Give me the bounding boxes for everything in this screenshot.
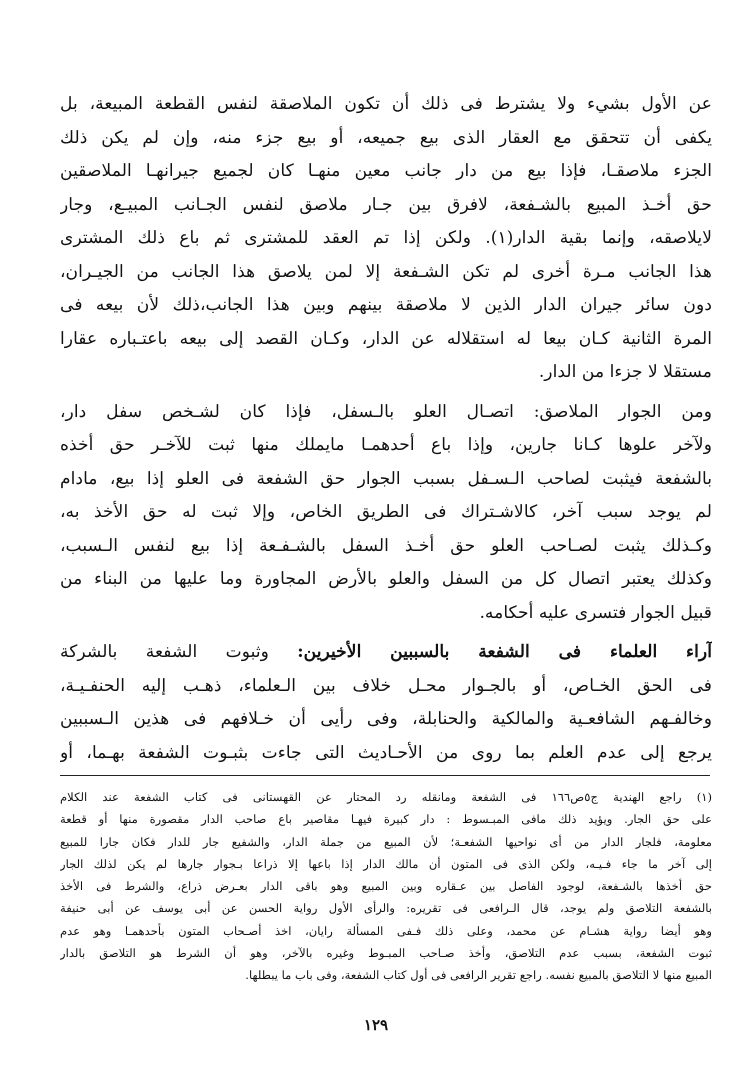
footnote-line: المبيع منها لا التلاصق بالمبيع نفسه. راجع تقرير الرافعى فى أول كتاب الشفعة، وفى باب ما يبطلها.	[245, 968, 712, 983]
section-heading: آراء العلماء فى الشفعة بالسببين الأخيرين:	[297, 642, 712, 662]
footnote-line: حق أخذها بالشـفعة، لوجود الفاصل بين عـقاره وبين المبيع وهو باقى الدار بعـرض ذراع، والشرط فى الأخذ	[60, 879, 712, 894]
text-line: يرجع إلى عدم العلم بما روى من الأحـاديث التى جاءت بثبـوت الشفعة بهـما، أو	[60, 742, 712, 763]
text-line: لايلاصقه، وإنما بقية الدار(١). ولكن إذا تم العقد للمشترى ثم باع ذلك المشترى	[60, 228, 712, 248]
footnote-line: ثبوت الشفعة، بسبب عدم التلاصق، وأخذ صـاحب المبـوط وغيره بالآخر، وهو أن الشرط هو التلاصق بالدار	[60, 946, 712, 961]
text-line: بالشفعة فيثبت لصاحب الـسـفل بسبب الجوار حق الشفعة فى العلو إذا بيع، مادام	[60, 468, 712, 489]
text-line: قبيل الجوار فتسرى عليه أحكامه.	[479, 602, 712, 623]
page-number: ١٢٩	[363, 1016, 389, 1034]
footnote-line: معلومة، فلجار الدار من أى نواحيها الشفعـة؛ لأن المبيع من جملة الدار، والشفيع جار للدار فكان جارا للمبيع	[60, 834, 712, 849]
text-line: مستقلا لا جزءا من الدار.	[538, 362, 712, 382]
text-line: يكفى أن تتحقق مع العقار الذى بيع جميعه، أو بيع جزء منه، وإن لم يكن ذلك	[60, 127, 712, 148]
footnote-line: إلى آخر ما جاء فـيـه، ولكن الذى فى المتون أن مالك الدار إذا باعها إلا ذراعا بـجوار جارها لم يكن لذلك الجار	[60, 856, 712, 871]
text-line: هذا الجانب مـرة أخرى لم تكن الشـفعة إلا لمن يلاصق هذا الجانب من الجيـران،	[60, 261, 712, 282]
text-line: ومن الجوار الملاصق: اتصـال العلو بالـسفل، فإذا كان لشـخص سفل دار،	[60, 401, 712, 422]
text-line: ولآخر علوها كـانا جارين، وإذا باع أحدهمـا مايملك منها ثبت للآخـر حق أخذه	[60, 435, 712, 455]
footnote-line: على حق الجار. ويؤيد ذلك مافى المبـسوط : دار كبيرة فيهـا مقاصير باع صاحب الدار مقصورة منها أو قطعة	[60, 812, 712, 827]
text-line: دون سائر جيران الدار الذين لا ملاصقة بينهم وبين هذا الجانب،ذلك لأن بيعه فى	[60, 295, 712, 315]
footnote-line: (١) راجع الهندية ج٥ص١٦٦ فى الشفعة ومانقله رد المحتار عن القهستانى فى كتاب الشفعة عند الكلام	[60, 790, 712, 804]
text-line: وكذلك يعتبر اتصال كل من السفل والعلو بالأرض المجاورة وما عليها من البناء من	[60, 569, 712, 589]
text-line: لم يوجد سبب آخر، كالاشـتراك فى الطريق الخاص، وإلا ثبت له حق الأخذ به،	[60, 502, 712, 522]
main-text	[60, 88, 712, 770]
paragraph	[60, 396, 712, 631]
text-line: وكـذلك يثبت لصـاحب العلو حق أخـذ السفل بالشـفـعة إذا بيع لنفس الـسبب،	[60, 535, 712, 556]
text-line: حق أخـذ المبيع بالشـفعة، لافرق بين جـار ملاصق لنفس الجـانب المبيـع، وجار	[60, 194, 712, 215]
text-line: المرة الثانية كـان بيعا له استقلاله عن الدار، وكـان القصد إلى بيعه باعتـباره عقارا	[60, 328, 712, 349]
text-line: عن الأول بشيء ولا يشترط فى ذلك أن تكون الملاصقة لنفس القطعة المبيعة، بل	[60, 94, 712, 114]
text-line: فى الحق الخـاص، أو بالجـوار محـل خلاف بين الـعلماء، ذهـب إليه الحنفـيـة،	[60, 675, 712, 696]
text-line	[60, 636, 712, 670]
text-line: الجزء ملاصقـا، فإذا بيع من دار جانب معين منهـا كان لجميع جيرانهـا الملاصقين	[60, 161, 712, 181]
footnote-line: بالشفعة التلاصق ولم يوجد، قال الـرافعى فى تقريره: والرأى الأول رواية الحسن عن أبى يوسف عن أبى حنيفة	[60, 901, 712, 916]
text-line: وخالفـهم الشافعـية والمالكية والحنابلة، وفى رأيى أن خـلافهم فى هذين الـسببين	[60, 709, 712, 729]
inline-text: وثبوت الشفعة بالشركة	[60, 642, 298, 662]
footnote-line: وهو أيضا رواية هشـام عن محمد، وعلى ذلك فـفى المسألة رايان، اخذ أصـحاب المتون بأحدهمـا وهو عدم	[60, 923, 712, 938]
footnote-divider	[60, 775, 710, 776]
paragraph	[60, 636, 712, 770]
paragraph	[60, 88, 712, 390]
footnotes	[60, 786, 712, 987]
